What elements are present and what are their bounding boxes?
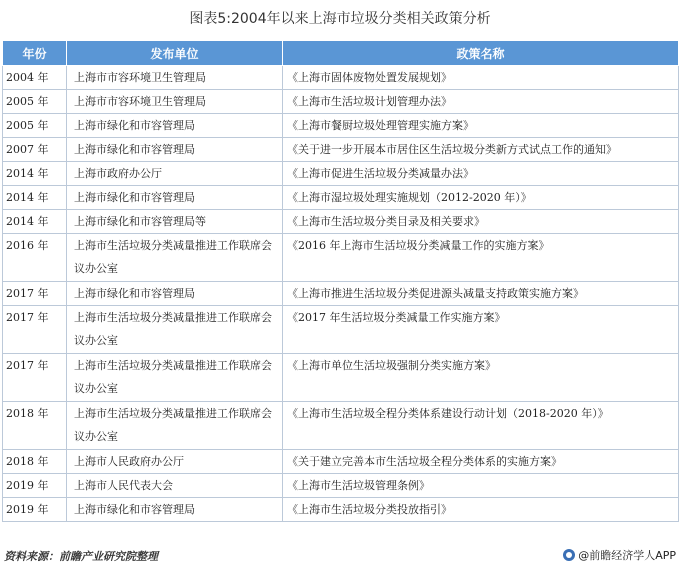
table-cell-year: 2018 年 [3,450,67,474]
table-row [3,114,679,138]
header-policy: 政策名称 [283,41,679,66]
table-cell-org: 上海市人民政府办公厅 [67,450,283,474]
table-row [3,306,679,354]
table-cell-policy: 《上海市生活垃圾全程分类体系建设行动计划（2018-2020 年）》 [283,402,679,450]
table-cell-policy: 《上海市单位生活垃圾强制分类实施方案》 [283,354,679,402]
table-row [3,450,679,474]
table-cell-policy: 《关于建立完善本市生活垃圾全程分类体系的实施方案》 [283,450,679,474]
table-cell-org: 上海市生活垃圾分类减量推进工作联席会议办公室 [67,354,283,402]
table-cell-policy: 《上海市生活垃圾分类投放指引》 [283,498,679,522]
table-cell-org: 上海市生活垃圾分类减量推进工作联席会议办公室 [67,234,283,282]
table-cell-org: 上海市市容环境卫生管理局 [67,66,283,90]
table-cell-year: 2014 年 [3,210,67,234]
policy-table [2,40,679,522]
brand-text: @前瞻经济学人APP [578,549,676,562]
table-cell-org: 上海市绿化和市容管理局 [67,138,283,162]
table-body [3,66,679,522]
table-row [3,186,679,210]
table-cell-policy: 《上海市湿垃圾处理实施规划（2012-2020 年）》 [283,186,679,210]
table-cell-policy: 《2017 年生活垃圾分类减量工作实施方案》 [283,306,679,354]
table-row [3,162,679,186]
table-cell-org: 上海市政府办公厅 [67,162,283,186]
table-cell-year: 2005 年 [3,114,67,138]
table-cell-policy: 《上海市促进生活垃圾分类减量办法》 [283,162,679,186]
table-cell-year: 2014 年 [3,186,67,210]
table-cell-org: 上海市生活垃圾分类减量推进工作联席会议办公室 [67,306,283,354]
source-note: 资料来源：前瞻产业研究院整理 [4,550,158,563]
table-cell-org: 上海市绿化和市容管理局 [67,114,283,138]
table-cell-year: 2005 年 [3,90,67,114]
table-cell-year: 2014 年 [3,162,67,186]
table-cell-policy: 《上海市生活垃圾分类目录及相关要求》 [283,210,679,234]
table-cell-policy: 《上海市固体废物处置发展规划》 [283,66,679,90]
table-row [3,474,679,498]
table-row [3,210,679,234]
table-cell-org: 上海市绿化和市容管理局 [67,282,283,306]
table-row [3,498,679,522]
table-header-row [3,41,679,66]
table-cell-year: 2004 年 [3,66,67,90]
table-cell-policy: 《关于进一步开展本市居住区生活垃圾分类新方式试点工作的通知》 [283,138,679,162]
header-org: 发布单位 [67,41,283,66]
table-cell-org: 上海市市容环境卫生管理局 [67,90,283,114]
brand-credit [563,547,676,563]
table-cell-policy: 《上海市生活垃圾管理条例》 [283,474,679,498]
table-cell-org: 上海市绿化和市容管理局 [67,186,283,210]
table-cell-year: 2019 年 [3,498,67,522]
table-cell-policy: 《上海市生活垃圾计划管理办法》 [283,90,679,114]
table-cell-year: 2018 年 [3,402,67,450]
table-cell-year: 2007 年 [3,138,67,162]
table-row [3,234,679,282]
table-cell-policy: 《2016 年上海市生活垃圾分类减量工作的实施方案》 [283,234,679,282]
table-cell-org: 上海市生活垃圾分类减量推进工作联席会议办公室 [67,402,283,450]
table-cell-year: 2017 年 [3,354,67,402]
table-row [3,354,679,402]
table-row [3,282,679,306]
table-cell-year: 2019 年 [3,474,67,498]
header-year: 年份 [3,41,67,66]
table-row [3,90,679,114]
table-cell-year: 2017 年 [3,306,67,354]
table-cell-policy: 《上海市推进生活垃圾分类促进源头减量支持政策实施方案》 [283,282,679,306]
table-cell-org: 上海市绿化和市容管理局 [67,498,283,522]
table-cell-org: 上海市人民代表大会 [67,474,283,498]
table-cell-org: 上海市绿化和市容管理局等 [67,210,283,234]
table-cell-year: 2017 年 [3,282,67,306]
table-row [3,138,679,162]
chart-title: 图表5:2004年以来上海市垃圾分类相关政策分析 [189,11,491,27]
table-cell-policy: 《上海市餐厨垃圾处理管理实施方案》 [283,114,679,138]
table-row [3,402,679,450]
table-cell-year: 2016 年 [3,234,67,282]
brand-logo-icon [563,549,575,561]
table-row [3,66,679,90]
